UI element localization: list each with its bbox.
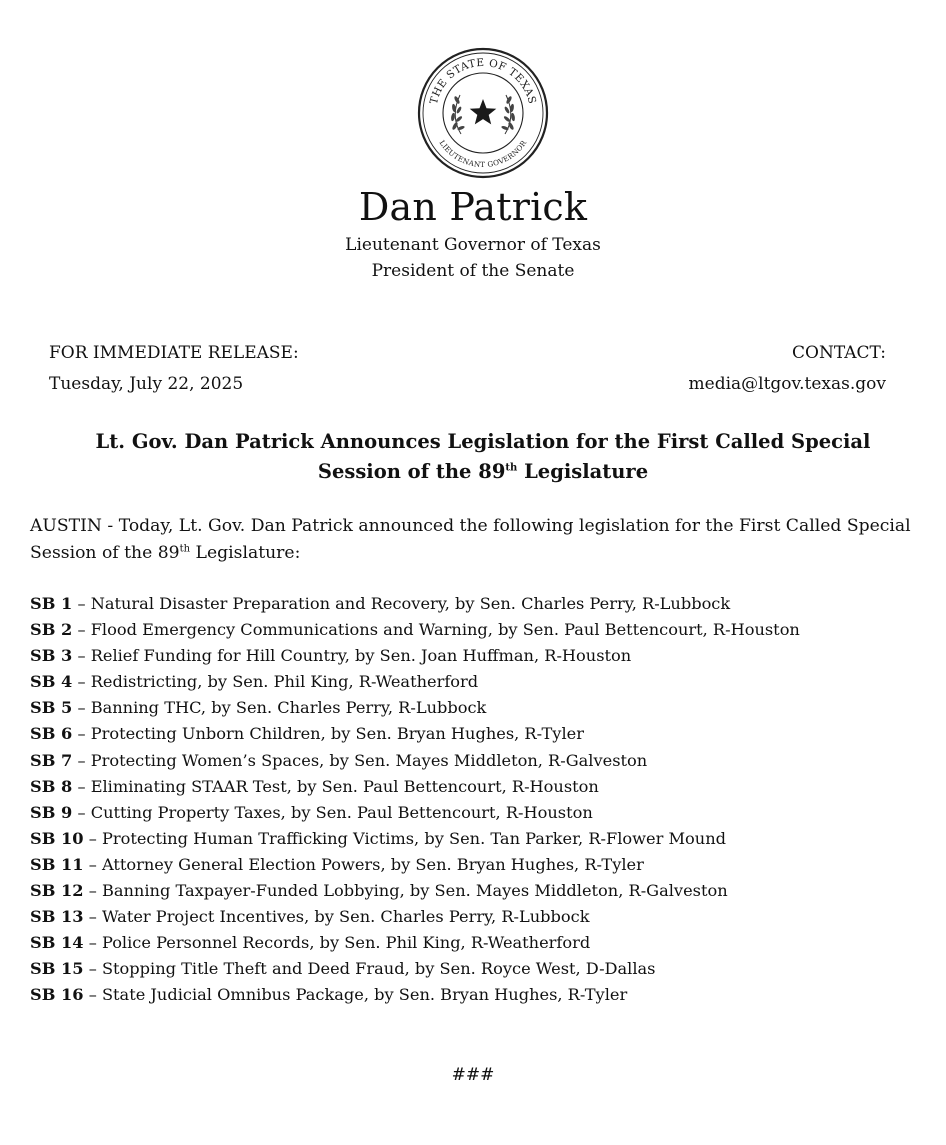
seal-bottom-text: LIEUTENANT GOVERNOR: [437, 138, 529, 170]
bill-separator: –: [77, 776, 86, 796]
bill-number: SB 5: [30, 698, 73, 718]
intro-paragraph: AUSTIN - Today, Lt. Gov. Dan Patrick announced the following legislation for the First Called Special Session of the 89th Legislature:: [30, 516, 911, 563]
bill-separator: –: [77, 594, 86, 613]
bill-separator: –: [88, 828, 97, 848]
bill-item: [30, 774, 942, 800]
bill-separator: –: [88, 907, 97, 927]
bill-number: SB 16: [30, 985, 84, 1005]
bill-description: Eliminating STAAR Test, by Sen. Paul Bettencourt, R-Houston: [90, 776, 599, 796]
bill-number: SB 2: [30, 620, 73, 640]
bill-item: [30, 643, 942, 669]
official-secondary-title: President of the Senate: [371, 261, 575, 281]
contact-email[interactable]: media@ltgov.texas.gov: [688, 374, 886, 394]
bill-description: Natural Disaster Preparation and Recovery, by Sen. Charles Perry, R-Lubbock: [90, 594, 731, 613]
bill-separator: –: [77, 698, 86, 718]
bill-item: [30, 748, 942, 774]
bill-description: Cutting Property Taxes, by Sen. Paul Bettencourt, R-Houston: [90, 802, 593, 822]
bill-description: Protecting Human Trafficking Victims, by Sen. Tan Parker, R-Flower Mound: [101, 828, 726, 848]
bill-separator: –: [77, 620, 86, 640]
bill-separator: –: [77, 646, 86, 666]
bill-item: [30, 852, 942, 878]
press-release-headline: [40, 427, 926, 487]
lieutenant-governor-seal: [416, 46, 550, 180]
headline-line-2: Session of the 89th Legislature: [317, 460, 649, 483]
bill-description: Redistricting, by Sen. Phil King, R-Weatherford: [90, 672, 479, 692]
bill-item: [30, 591, 942, 617]
bill-item: [30, 669, 942, 695]
bill-item: [30, 617, 942, 643]
bill-number: SB 10: [30, 828, 84, 848]
star-icon: [470, 99, 497, 124]
bill-separator: –: [77, 750, 86, 770]
bill-number: SB 1: [30, 594, 73, 613]
bill-number: SB 4: [30, 672, 73, 692]
bill-item: [30, 878, 942, 904]
bill-item: [30, 904, 942, 930]
bill-description: Water Project Incentives, by Sen. Charles Perry, R-Lubbock: [101, 907, 590, 927]
bill-description: Police Personnel Records, by Sen. Phil King, R-Weatherford: [101, 933, 591, 953]
release-label: FOR IMMEDIATE RELEASE:: [49, 343, 299, 363]
bill-separator: –: [88, 854, 97, 874]
bill-item: [30, 721, 942, 747]
bill-number: SB 14: [30, 933, 84, 953]
bill-separator: –: [77, 724, 86, 744]
bill-description: Protecting Unborn Children, by Sen. Bryan Hughes, R-Tyler: [90, 724, 584, 744]
bill-description: Banning THC, by Sen. Charles Perry, R-Lubbock: [90, 698, 487, 718]
contact-label: CONTACT:: [792, 343, 886, 363]
bill-number: SB 12: [30, 881, 84, 901]
end-mark: ###: [451, 1065, 495, 1085]
bill-description: Relief Funding for Hill Country, by Sen. Joan Huffman, R-Houston: [90, 646, 632, 666]
bill-number: SB 8: [30, 776, 73, 796]
bill-number: SB 15: [30, 959, 84, 979]
bill-description: Attorney General Election Powers, by Sen. Bryan Hughes, R-Tyler: [101, 854, 644, 874]
bill-separator: –: [77, 672, 86, 692]
bill-description: State Judicial Omnibus Package, by Sen. Bryan Hughes, R-Tyler: [101, 985, 628, 1005]
bill-number: SB 11: [30, 854, 84, 874]
bill-separator: –: [88, 881, 97, 901]
bill-item: [30, 826, 942, 852]
bill-list: [30, 591, 942, 1009]
bill-number: SB 6: [30, 724, 73, 744]
bill-item: [30, 930, 942, 956]
bill-separator: –: [88, 933, 97, 953]
bill-description: Protecting Women’s Spaces, by Sen. Mayes Middleton, R-Galveston: [90, 750, 648, 770]
official-title: Lieutenant Governor of Texas: [345, 235, 601, 255]
bill-description: Stopping Title Theft and Deed Fraud, by Sen. Royce West, D-Dallas: [101, 959, 656, 979]
bill-separator: –: [88, 959, 97, 979]
headline-line-1: Lt. Gov. Dan Patrick Announces Legislation for the First Called Special: [95, 430, 871, 453]
bill-number: SB 3: [30, 646, 73, 666]
seal-top-text: THE STATE OF TEXAS: [427, 56, 539, 106]
bill-number: SB 9: [30, 802, 73, 822]
bill-item: [30, 956, 942, 982]
bill-item: [30, 982, 942, 1008]
bill-description: Flood Emergency Communications and Warning, by Sen. Paul Bettencourt, R-Houston: [90, 620, 800, 640]
release-date: Tuesday, July 22, 2025: [49, 374, 244, 394]
bill-description: Banning Taxpayer-Funded Lobbying, by Sen. Mayes Middleton, R-Galveston: [101, 881, 728, 901]
bill-number: SB 13: [30, 907, 84, 927]
bill-number: SB 7: [30, 750, 73, 770]
official-name: Dan Patrick: [358, 185, 588, 229]
bill-separator: –: [88, 985, 97, 1005]
bill-item: [30, 800, 942, 826]
bill-separator: –: [77, 802, 86, 822]
bill-item: [30, 695, 942, 721]
